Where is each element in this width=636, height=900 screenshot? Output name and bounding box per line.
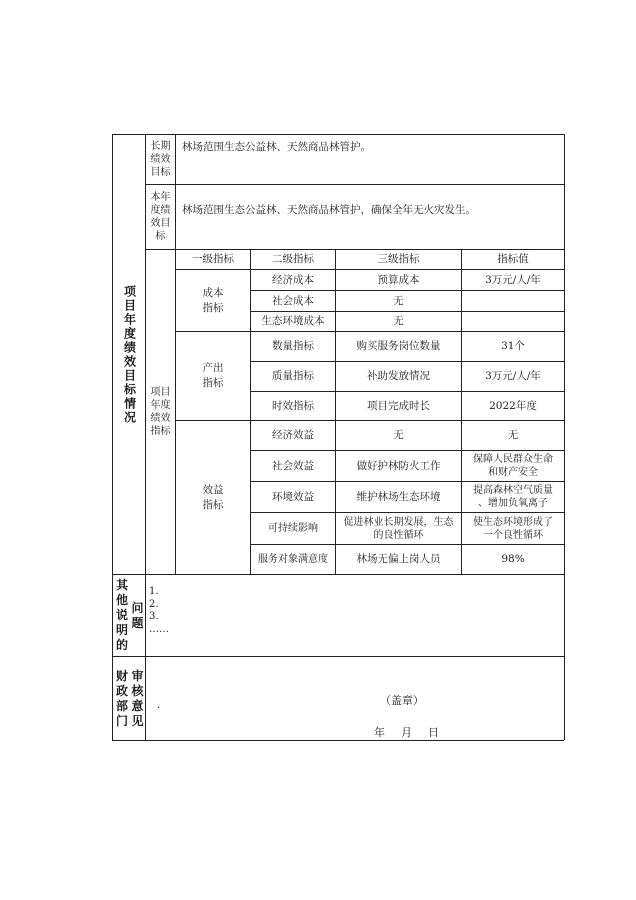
annual-label-text: 本年度绩效目标 bbox=[150, 192, 171, 242]
other-sub-label bbox=[130, 575, 145, 656]
annual-label bbox=[146, 185, 175, 249]
long-term-label bbox=[146, 135, 175, 184]
row-level3: 无 bbox=[393, 315, 404, 327]
row-level3: 做好护林防火工作 bbox=[356, 459, 441, 472]
date-line: 年 月 日 bbox=[374, 726, 442, 739]
row-value-line: 保障人民群众生命 bbox=[473, 454, 553, 465]
other-label-text: 其他说明的 bbox=[116, 578, 129, 652]
list-item: …… bbox=[149, 623, 169, 635]
rule bbox=[112, 740, 564, 741]
header-value: 指标值 bbox=[497, 253, 529, 265]
row-value: 3万元/人/年 bbox=[485, 370, 541, 382]
header-level3: 三级指标 bbox=[377, 253, 420, 265]
row-level2: 生态环境成本 bbox=[261, 315, 325, 327]
row-value bbox=[462, 291, 564, 311]
group-cost bbox=[176, 270, 250, 331]
rule bbox=[112, 574, 564, 575]
row-value-line: 一个良性循环 bbox=[483, 529, 543, 541]
row-level3: 林场无偏上岗人员 bbox=[356, 553, 441, 565]
row-level3: 无 bbox=[393, 294, 404, 307]
seal-text: （盖章） bbox=[380, 694, 424, 707]
row-level3: 预算成本 bbox=[377, 273, 420, 286]
group-output bbox=[176, 332, 250, 420]
row-level2: 社会成本 bbox=[272, 294, 314, 307]
row-value: 2022年度 bbox=[489, 399, 537, 412]
finance-sub-label-text: 审核意见 bbox=[131, 668, 144, 728]
row-value-multiline bbox=[462, 482, 564, 512]
row-value: 98% bbox=[501, 553, 525, 565]
other-items bbox=[149, 586, 169, 636]
row-value-multiline bbox=[462, 513, 564, 544]
row-level3-line: 的良性循环 bbox=[373, 529, 424, 541]
header-level2: 二级指标 bbox=[272, 253, 314, 265]
row-level2: 服务对象满意度 bbox=[258, 554, 328, 565]
row-level3-line: 促进林业长期发展，生态 bbox=[343, 516, 454, 528]
finance-label bbox=[113, 657, 131, 740]
row-level2: 数量指标 bbox=[272, 340, 314, 352]
row-level2: 社会效益 bbox=[272, 459, 314, 472]
finance-sub-label bbox=[130, 657, 145, 740]
row-level3: 购买服务岗位数量 bbox=[356, 340, 441, 352]
group-output-text: 产出指标 bbox=[202, 362, 224, 389]
row-level2: 经济效益 bbox=[272, 429, 314, 441]
row-value-line: 使生态环境形成了 bbox=[473, 516, 553, 528]
row-level2: 环境效益 bbox=[272, 490, 314, 503]
section-label: 项目年度绩效目标情况 bbox=[122, 284, 137, 425]
row-value: 31个 bbox=[501, 340, 525, 352]
row-level2: 可持续影响 bbox=[268, 523, 318, 534]
stray-dot: . bbox=[157, 700, 161, 711]
row-value-line: 、增加负氧离子 bbox=[478, 498, 548, 509]
indicators-label-text: 项目年度绩效指标 bbox=[150, 387, 171, 437]
other-sub-label-text: 问题 bbox=[131, 600, 144, 630]
header-level1: 一级指标 bbox=[192, 253, 234, 265]
row-level3: 项目完成时长 bbox=[367, 399, 430, 412]
other-label bbox=[113, 575, 131, 656]
row-level2: 经济成本 bbox=[272, 273, 314, 286]
row-value-line: 提高森林空气质量 bbox=[473, 485, 553, 496]
group-benefit-text: 效益指标 bbox=[202, 483, 224, 511]
group-cost-text: 成本指标 bbox=[202, 286, 224, 314]
list-item: 3. bbox=[149, 611, 159, 622]
list-item: 1. bbox=[149, 586, 159, 597]
rule bbox=[145, 184, 564, 185]
long-term-content: 林场范围生态公益林、天然商品林管护。 bbox=[182, 141, 371, 153]
annual-content: 林场范围生态公益林、天然商品林管护，确保全年无火灾发生。 bbox=[182, 203, 476, 216]
row-value bbox=[462, 312, 564, 331]
row-value-multiline bbox=[462, 451, 564, 481]
row-value-line: 和财产安全 bbox=[488, 467, 538, 478]
finance-label-text: 财政部门 bbox=[116, 668, 129, 728]
row-value: 无 bbox=[507, 429, 519, 441]
group-benefit bbox=[176, 421, 250, 574]
row-level3: 补助发放情况 bbox=[367, 370, 430, 382]
list-item: 2. bbox=[149, 598, 159, 610]
indicators-label bbox=[146, 250, 175, 574]
row-level2: 质量指标 bbox=[272, 370, 314, 382]
long-term-label-text: 长期绩效目标 bbox=[150, 141, 171, 178]
row-level3-multiline bbox=[336, 513, 461, 544]
row-level3: 无 bbox=[393, 429, 404, 441]
rule bbox=[564, 134, 565, 740]
row-value: 3万元/人/年 bbox=[485, 273, 541, 286]
row-level2: 时效指标 bbox=[272, 399, 314, 412]
row-level3: 维护林场生态环境 bbox=[356, 490, 441, 503]
rule bbox=[112, 656, 564, 657]
